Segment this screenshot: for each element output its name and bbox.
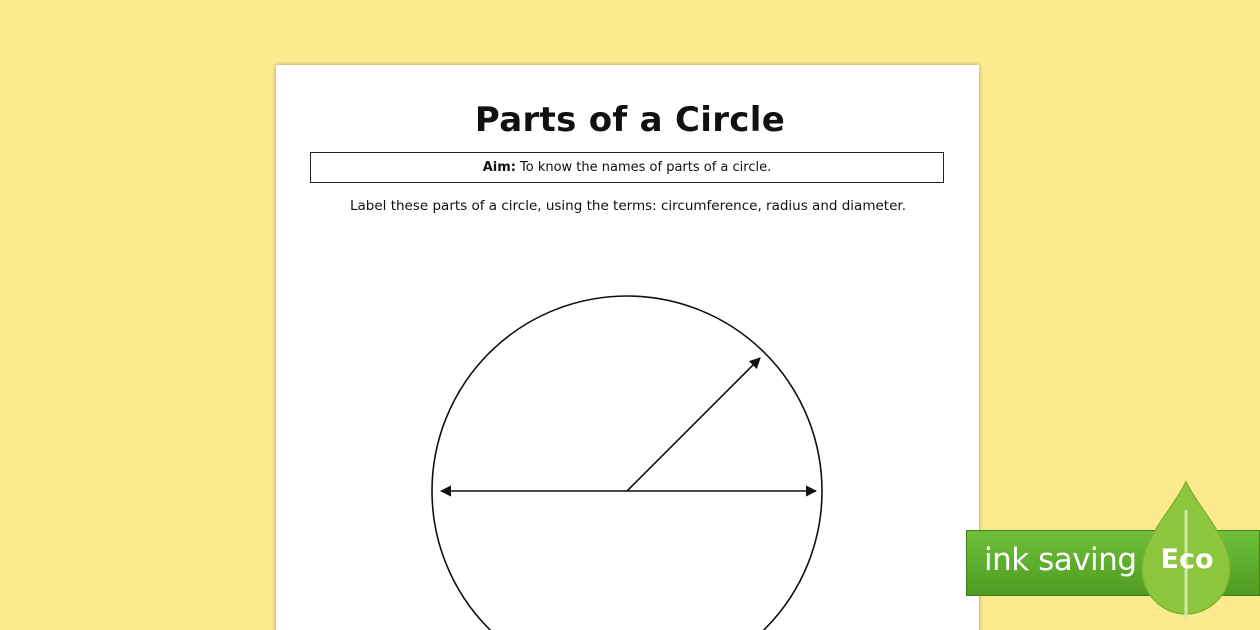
instruction-text: Label these parts of a circle, using the terms: circumference, radius and diameter. (349, 198, 906, 214)
eco-label: Eco (1160, 544, 1214, 575)
radius-arrow (627, 358, 760, 491)
aim-text: To know the names of parts of a circle. (520, 160, 772, 175)
worksheet-title: Parts of a Circle (474, 100, 786, 140)
badge-text: ink saving (984, 542, 1137, 578)
circle-circumference (432, 296, 822, 630)
aim-label: Aim: (482, 160, 516, 175)
